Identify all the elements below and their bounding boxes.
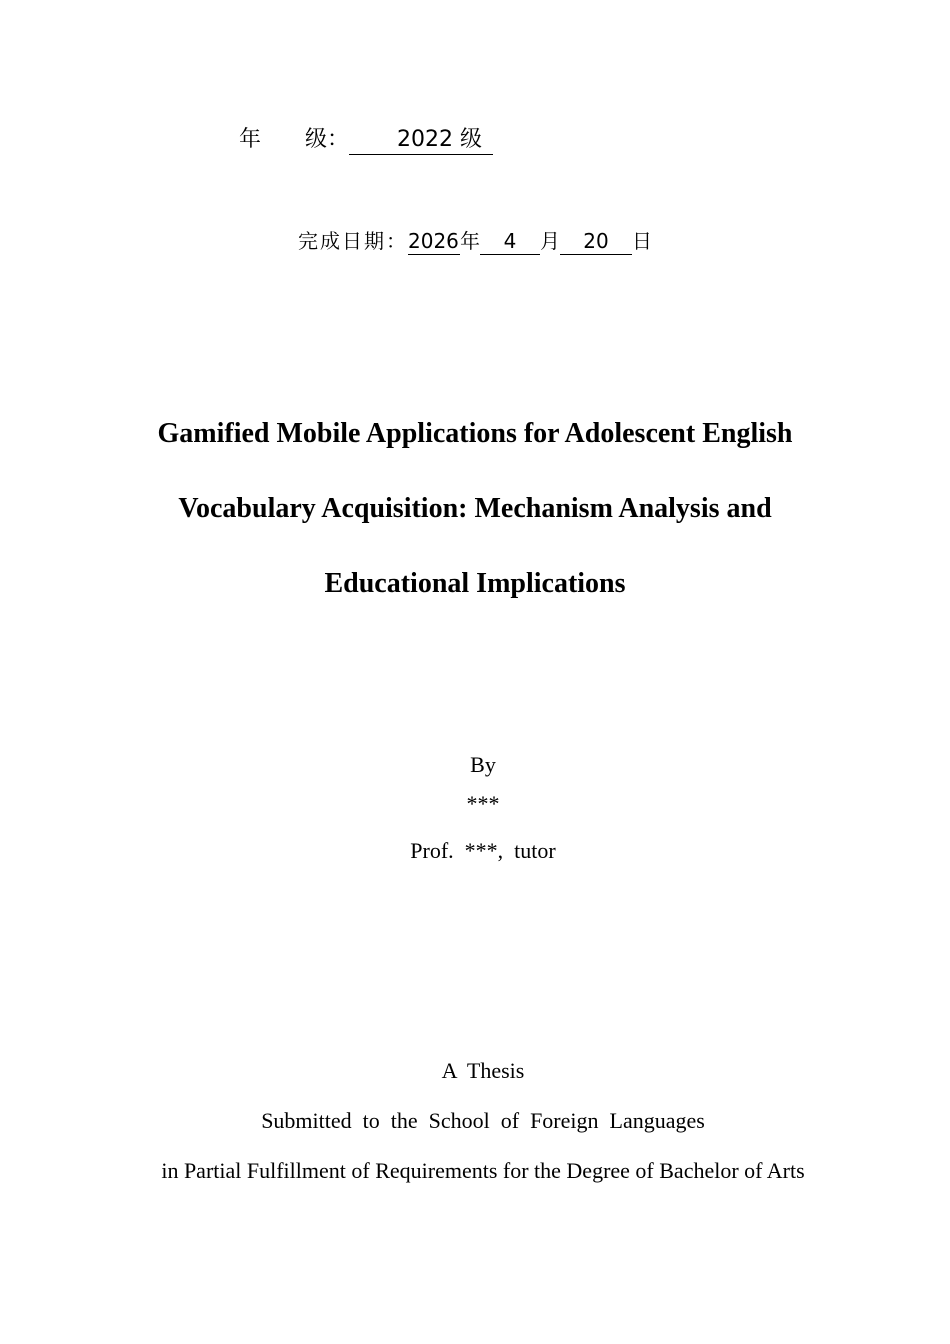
by-label: By bbox=[470, 752, 496, 777]
completion-year: 2026 bbox=[408, 229, 459, 253]
title-line-3: Educational Implications bbox=[324, 568, 626, 599]
completion-month: 4 bbox=[480, 228, 540, 255]
year-unit: 年 bbox=[460, 229, 480, 253]
author-block bbox=[0, 748, 950, 876]
thesis-title bbox=[0, 396, 950, 621]
thesis-line-1: A Thesis bbox=[441, 1058, 525, 1083]
title-line-2: Vocabulary Acquisition: Mechanism Analysis and bbox=[178, 493, 772, 524]
thesis-line-2: Submitted to the School of Foreign Languages bbox=[261, 1108, 705, 1133]
month-unit: 月 bbox=[540, 229, 560, 253]
thesis-statement bbox=[0, 1046, 950, 1196]
completion-date-line bbox=[0, 226, 950, 256]
author-name: *** bbox=[466, 791, 500, 816]
completion-day: 20 bbox=[560, 228, 632, 255]
day-unit: 日 bbox=[632, 229, 652, 253]
thesis-line-3: in Partial Fulfillment of Requirements for the Degree of Bachelor of Arts bbox=[161, 1158, 805, 1183]
grade-value: 2022 级 bbox=[349, 126, 493, 155]
grade-line bbox=[239, 124, 493, 156]
tutor-line: Prof. ***, tutor bbox=[410, 838, 556, 863]
completion-date-label: 完成日期： bbox=[298, 229, 408, 253]
title-line-1: Gamified Mobile Applications for Adolescent English bbox=[157, 418, 793, 449]
grade-label: 年 级： bbox=[239, 127, 350, 152]
